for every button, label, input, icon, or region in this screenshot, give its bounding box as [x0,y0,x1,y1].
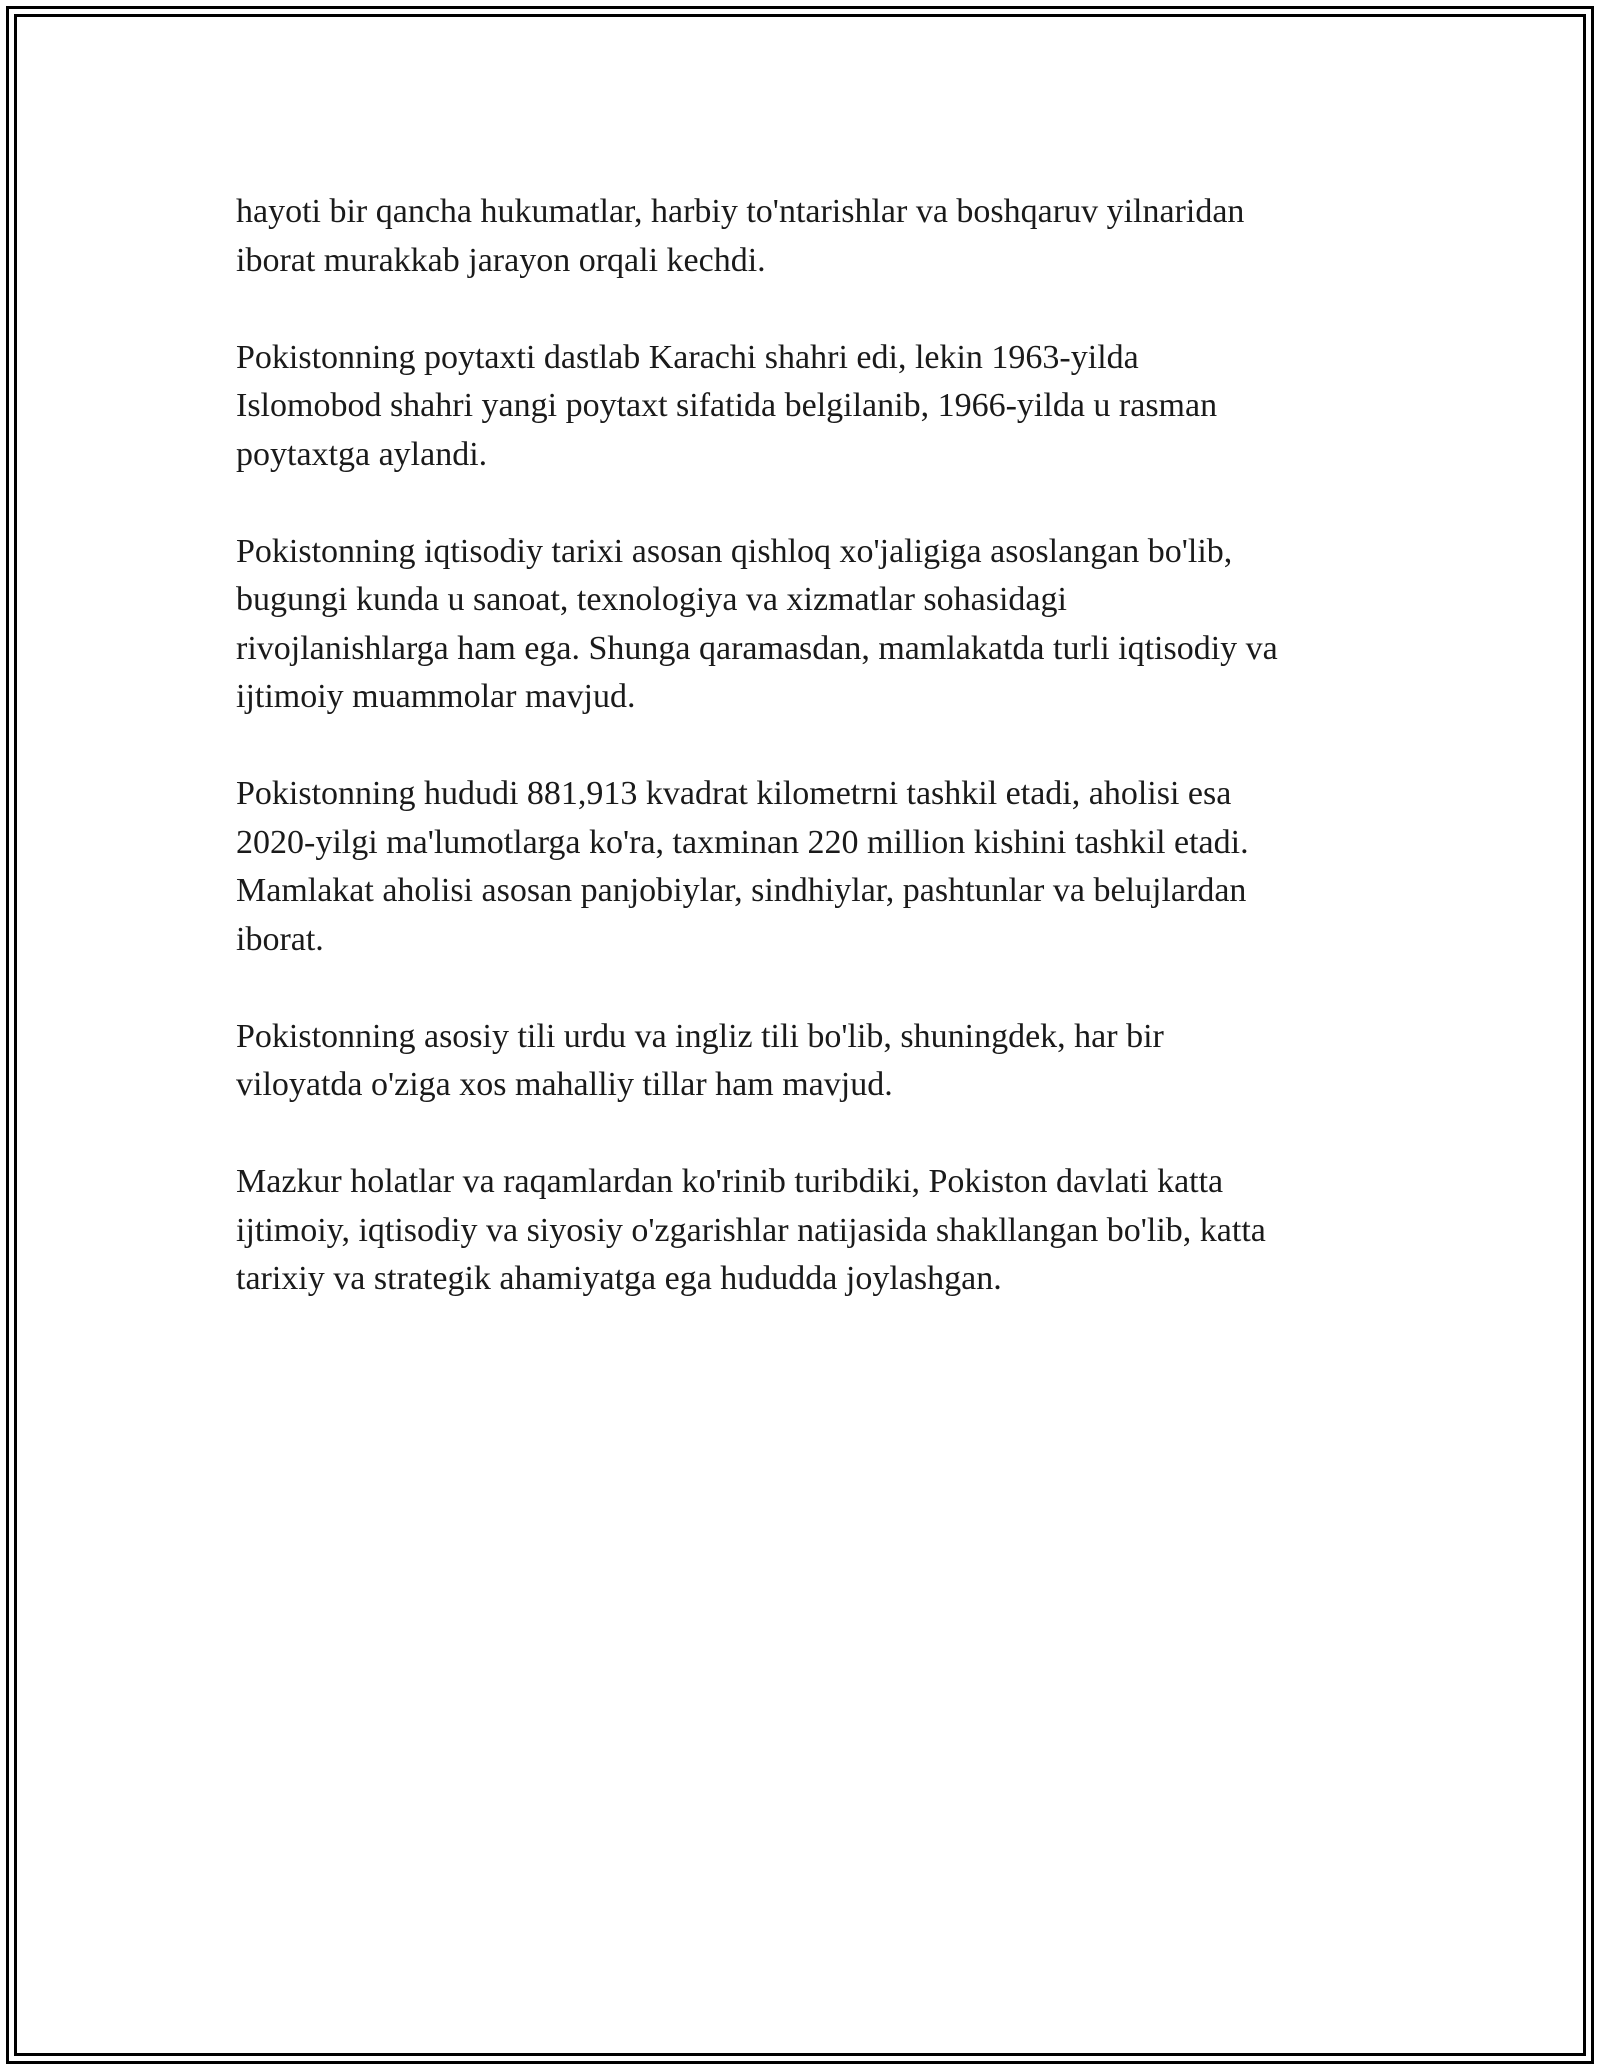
text-line: viloyatda o'ziga xos mahalliy tillar ham mavjud. [236,1066,893,1103]
text-line: Pokistonning asosiy tili urdu va ingliz tili bo'lib, shuningdek, har bir [236,1017,1164,1055]
paragraph-5 [236,1013,1386,1110]
text-line: Pokistonning iqtisodiy tarixi asosan qishloq xo'jaligiga asoslangan bo'lib, [236,532,1233,570]
text-line: poytaxtga aylandi. [236,435,488,473]
text-line: iborat murakkab jarayon orqali kechdi. [236,241,766,279]
text-line: tarixiy va strategik ahamiyatga ega hududda joylashgan. [236,1260,1002,1297]
paragraph-1 [236,188,1386,285]
paragraph-2 [236,334,1386,480]
text-line: Mazkur holatlar va raqamlardan ko'rinib turibdiki, Pokiston davlati katta [236,1163,1224,1200]
text-line: 2020-yilgi ma'lumotlarga ko'ra, taxminan 220 million kishini tashkil etadi. [236,823,1249,861]
text-line: iborat. [236,920,324,958]
text-line: bugungi kunda u sanoat, texnologiya va xizmatlar sohasidagi [236,581,1067,618]
text-line: Islomobod shahri yangi poytaxt sifatida belgilanib, 1966-yilda u rasman [236,387,1218,424]
text-line: Pokistonning poytaxti dastlab Karachi shahri edi, lekin 1963-yilda [236,338,1139,376]
document-body [236,188,1386,1352]
paragraph-6 [236,1158,1386,1304]
paragraph-3 [236,528,1386,722]
text-line: ijtimoiy, iqtisodiy va siyosiy o'zgarishlar natijasida shakllangan bo'lib, katta [236,1211,1266,1249]
text-line: Mamlakat aholisi asosan panjobiylar, sindhiylar, pashtunlar va belujlardan [236,872,1247,909]
paragraph-4 [236,770,1386,964]
text-line: hayoti bir qancha hukumatlar, harbiy to'ntarishlar va boshqaruv yilnaridan [236,193,1245,230]
text-line: rivojlanishlarga ham ega. Shunga qaramasdan, mamlakatda turli iqtisodiy va [236,629,1278,667]
text-line: Pokistonning hududi 881,913 kvadrat kilometrni tashkil etadi, aholisi esa [236,775,1232,812]
text-line: ijtimoiy muammolar mavjud. [236,678,636,715]
